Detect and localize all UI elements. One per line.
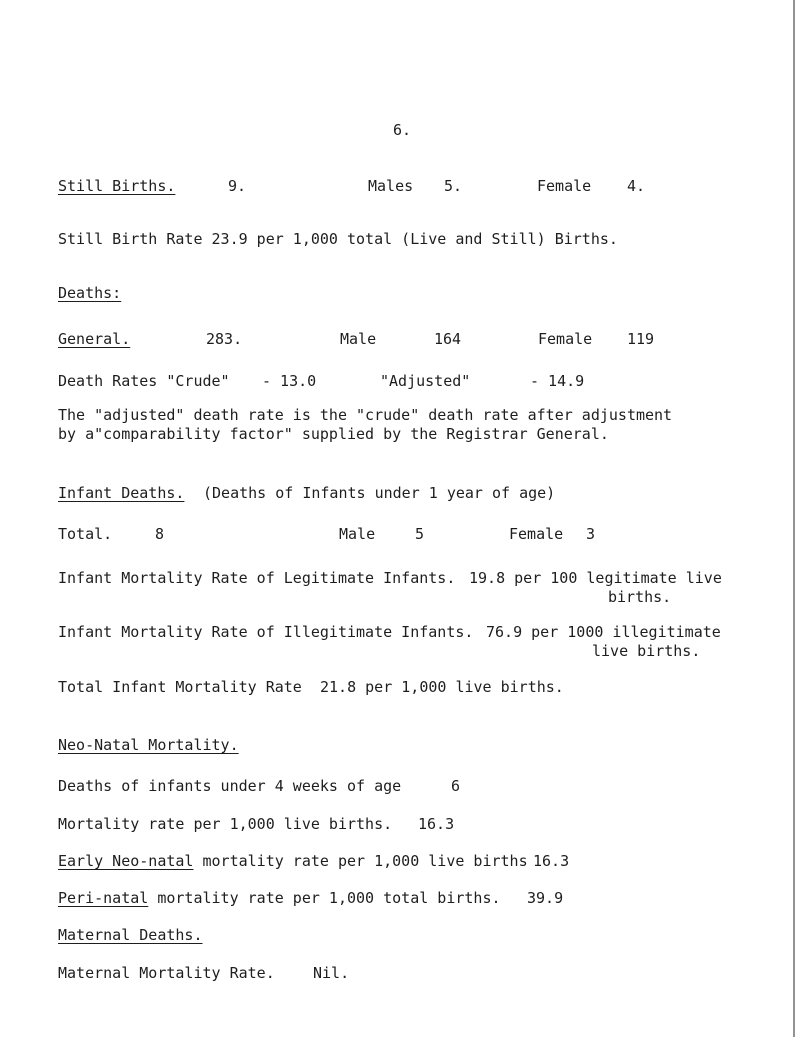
peri-natal-label: Peri-natal xyxy=(58,889,149,907)
legit-rate-cont: births. xyxy=(608,588,672,606)
deaths-general-label: General. xyxy=(58,330,131,348)
legit-rate-label: Infant Mortality Rate of Legitimate Infants. xyxy=(58,569,456,587)
deaths-heading: Deaths: xyxy=(58,284,122,302)
death-rates-label: Death Rates "Crude" xyxy=(58,372,230,390)
maternal-rate-value: Nil. xyxy=(313,964,350,982)
death-rate-adjusted: - 14.9 xyxy=(530,372,585,390)
infant-female-label: Female xyxy=(509,525,564,543)
infant-total-label: Total. xyxy=(58,525,113,543)
total-infant-rate-label: Total Infant Mortality Rate xyxy=(58,678,302,696)
deaths-female: 119 xyxy=(627,330,655,348)
peri-natal-value: 39.9 xyxy=(527,889,564,907)
death-rate-crude: - 13.0 xyxy=(262,372,317,390)
still-birth-rate: Still Birth Rate 23.9 per 1,000 total (Live and Still) Births. xyxy=(58,230,618,248)
illegit-rate-cont: live births. xyxy=(592,642,701,660)
deaths-general: 283. xyxy=(206,330,243,348)
page-number: 6. xyxy=(393,121,412,139)
infant-male: 5 xyxy=(415,525,425,543)
maternal-rate-label: Maternal Mortality Rate. xyxy=(58,964,275,982)
early-neo-natal-value: 16.3 xyxy=(533,852,570,870)
page-edge-shadow xyxy=(793,0,795,1037)
adjusted-note-line2: by a"comparability factor" supplied by the Registrar General. xyxy=(58,425,609,443)
early-neo-natal-row xyxy=(58,852,528,870)
early-neo-natal-label-rest: mortality rate per 1,000 live births xyxy=(202,852,528,870)
deaths-male: 164 xyxy=(434,330,462,348)
adjusted-note-line1: The "adjusted" death rate is the "crude" death rate after adjustment xyxy=(58,406,673,424)
legit-rate-value: 19.8 per 100 legitimate live xyxy=(469,569,722,587)
illegit-rate-value: 76.9 per 1000 illegitimate xyxy=(486,623,721,641)
illegit-rate-label: Infant Mortality Rate of Illegitimate Infants. xyxy=(58,623,474,641)
peri-natal-row xyxy=(58,889,501,907)
death-rate-adjusted-label: "Adjusted" xyxy=(380,372,471,390)
neo-natal-heading: Neo-Natal Mortality. xyxy=(58,736,239,754)
still-births-males-label: Males xyxy=(368,177,414,195)
neo-natal-rate-label: Mortality rate per 1,000 live births. xyxy=(58,815,393,833)
neo-natal-deaths-label: Deaths of infants under 4 weeks of age xyxy=(58,777,402,795)
infant-female: 3 xyxy=(586,525,596,543)
maternal-deaths-heading: Maternal Deaths. xyxy=(58,926,203,944)
infant-total: 8 xyxy=(155,525,165,543)
still-births-heading: Still Births. xyxy=(58,177,176,195)
still-births-males: 5. xyxy=(444,177,463,195)
early-neo-natal-label: Early Neo-natal xyxy=(58,852,194,870)
deaths-male-label: Male xyxy=(340,330,377,348)
infant-male-label: Male xyxy=(339,525,376,543)
still-births-total: 9. xyxy=(228,177,247,195)
still-births-female-label: Female xyxy=(537,177,592,195)
still-births-female: 4. xyxy=(627,177,646,195)
deaths-female-label: Female xyxy=(538,330,593,348)
infant-deaths-heading: Infant Deaths. xyxy=(58,484,185,502)
peri-natal-label-rest: mortality rate per 1,000 total births. xyxy=(157,889,501,907)
infant-deaths-subheading: (Deaths of Infants under 1 year of age) xyxy=(203,484,556,502)
neo-natal-rate-value: 16.3 xyxy=(418,815,455,833)
total-infant-rate-value: 21.8 per 1,000 live births. xyxy=(320,678,564,696)
neo-natal-deaths-value: 6 xyxy=(451,777,461,795)
